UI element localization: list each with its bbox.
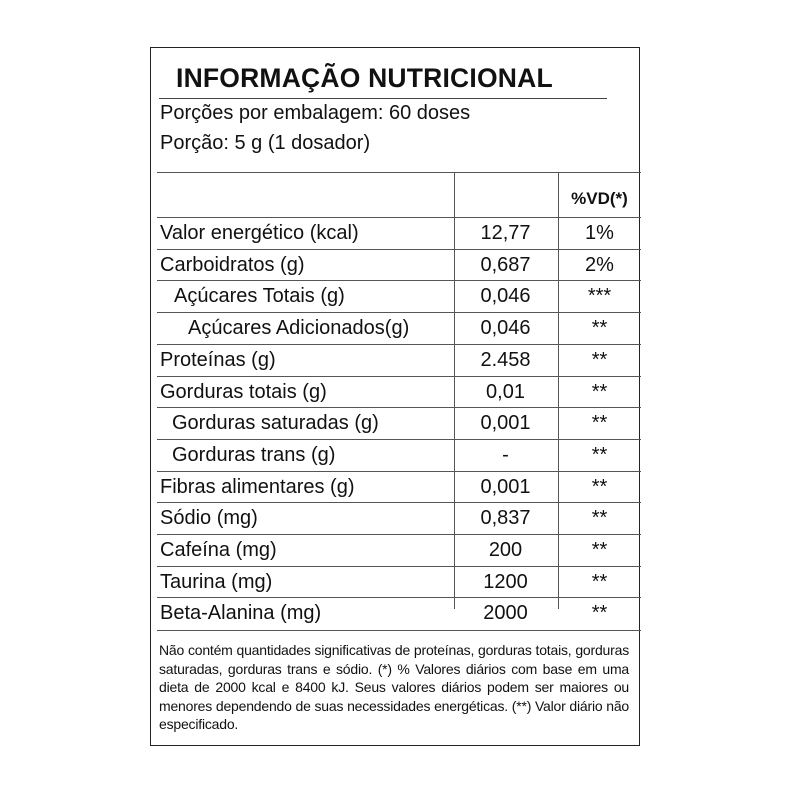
nutrient-daily-value: ** (591, 412, 608, 435)
label-title: INFORMAÇÃO NUTRICIONAL (176, 63, 553, 93)
table-row (157, 502, 641, 533)
nutrient-daily-value: 2% (585, 253, 614, 276)
table-row (157, 312, 641, 343)
nutrient-daily-value: ** (591, 539, 608, 561)
nutrient-name: Fibras alimentares (g) (160, 475, 355, 498)
footnote-text: Não contém quantidades significativas de proteínas, gorduras totais, gorduras saturadas, gorduras trans e sódio. (*) % Valores diários com base em uma dieta de 2000 kcal e 8400 kJ. Seus valores diários podem ser maiores ou menores dependendo de suas necessidades energéticas. (**) Valor diário não especificado. (159, 642, 629, 732)
nutrient-daily-value: ** (591, 475, 608, 498)
nutrient-name: Proteínas (g) (160, 348, 276, 371)
table-bottom-rule (157, 630, 641, 631)
servings-per-package: Porções por embalagem: 60 doses (160, 102, 471, 124)
table-row (157, 376, 641, 407)
nutrient-name: Taurina (mg) (160, 570, 273, 593)
nutrient-daily-value: ** (591, 443, 608, 466)
nutrient-name: Sódio (mg) (160, 507, 258, 530)
nutrition-facts-label (150, 47, 640, 746)
table-row (157, 407, 641, 438)
nutrient-daily-value: *** (587, 285, 612, 308)
nutrient-amount: 2.458 (480, 348, 531, 371)
vd-column-header: %VD(*) (571, 189, 628, 208)
table-top-rule (157, 172, 641, 173)
nutrient-amount: 0,001 (480, 412, 531, 435)
nutrient-name: Açúcares Adicionados(g) (188, 317, 410, 340)
table-row (157, 471, 641, 502)
nutrient-name: Beta-Alanina (mg) (160, 602, 322, 625)
nutrient-amount: 2000 (483, 602, 528, 625)
table-row (157, 534, 641, 565)
nutrient-name: Valor energético (kcal) (160, 222, 359, 244)
nutrient-name: Açúcares Totais (g) (174, 285, 345, 308)
nutrient-amount: 12,77 (480, 222, 531, 244)
serving-size: Porção: 5 g (1 dosador) (160, 132, 371, 154)
nutrient-name: Cafeína (mg) (160, 539, 277, 561)
nutrient-daily-value: ** (591, 570, 608, 593)
nutrient-amount: 0,046 (480, 317, 531, 340)
table-row (157, 439, 641, 470)
nutrient-amount: 0,01 (486, 380, 525, 403)
table-row (157, 249, 641, 280)
nutrient-amount: 200 (488, 539, 523, 561)
nutrient-amount: 0,837 (480, 507, 531, 530)
nutrient-name: Gorduras trans (g) (172, 443, 336, 466)
nutrient-daily-value: ** (591, 507, 608, 530)
table-row (157, 280, 641, 311)
nutrient-daily-value: ** (591, 380, 608, 403)
table-row (157, 566, 641, 597)
table-row (157, 344, 641, 375)
nutrient-amount: 1200 (483, 570, 528, 593)
nutrient-name: Carboidratos (g) (160, 253, 305, 276)
nutrient-daily-value: 1% (585, 222, 614, 244)
nutrient-amount: 0,687 (480, 253, 531, 276)
title-divider (159, 98, 607, 99)
nutrient-name: Gorduras saturadas (g) (172, 412, 379, 435)
nutrient-amount: 0,001 (480, 475, 531, 498)
nutrient-amount: 0,046 (480, 285, 531, 308)
nutrient-name: Gorduras totais (g) (160, 380, 327, 403)
table-row (157, 217, 641, 248)
nutrient-daily-value: ** (591, 602, 608, 625)
table-row (157, 597, 641, 628)
nutrient-daily-value: ** (591, 317, 608, 340)
nutrient-daily-value: ** (591, 348, 608, 371)
nutrient-amount: - (502, 443, 509, 466)
